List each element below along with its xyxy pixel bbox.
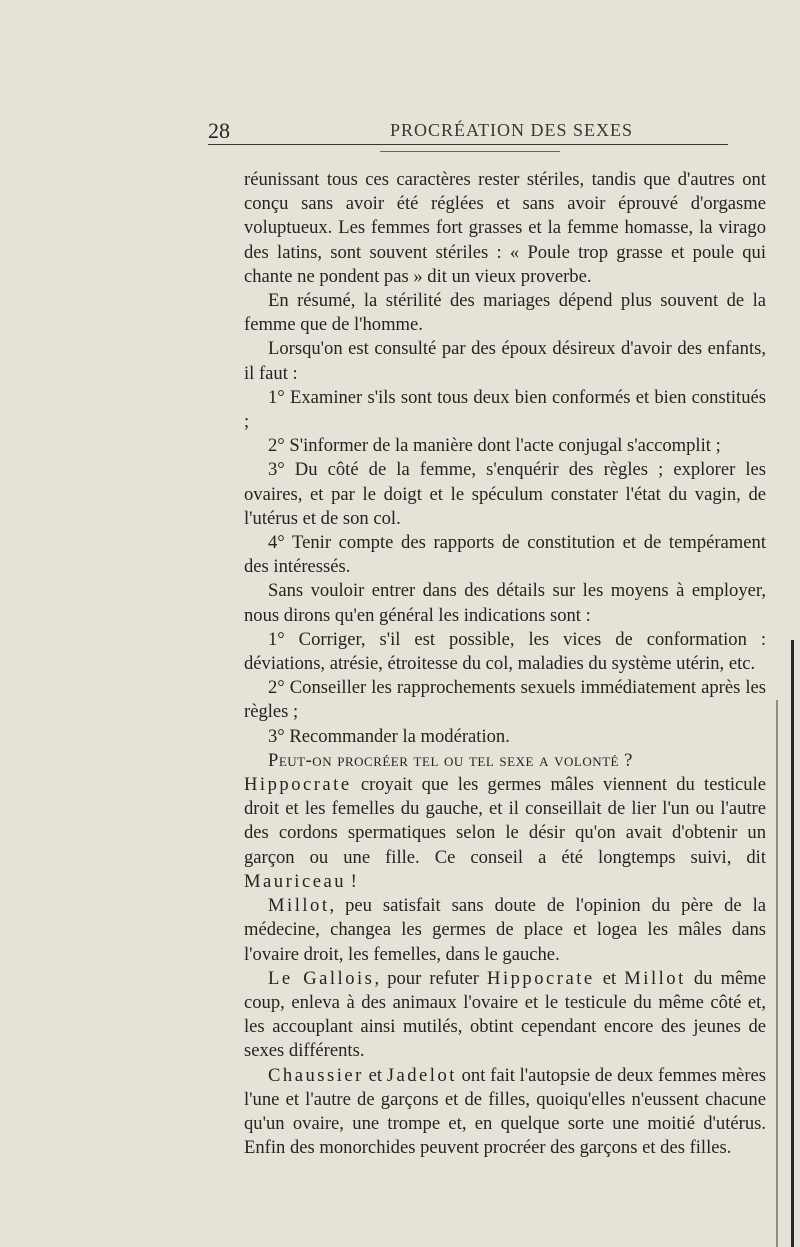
paragraph: Lorsqu'on est consulté par des époux désireux d'avoir des enfants, il faut : xyxy=(244,338,766,384)
page-edge-line xyxy=(776,700,778,1247)
author-name: Chaussier xyxy=(268,1064,364,1086)
author-name: Millot xyxy=(624,967,686,989)
paragraph-text: , pour refuter xyxy=(374,967,488,989)
paragraph-text: ! xyxy=(346,870,357,892)
author-name: Hippocrate xyxy=(487,967,595,989)
list-item: 3° Recommander la modération. xyxy=(268,725,510,747)
paragraph-text: croyait que les germes mâles viennent du testicule droit et les femelles du gauche, et il conseillait de lier l'un ou l'autre des cordons spermatiques selon le désir qu'on avait d'obtenir un garçon ou une fille. Ce conseil a été longtemps suivi, dit xyxy=(244,774,766,868)
paragraph-text: et xyxy=(594,967,625,989)
section-heading-text: Peut-on procréer tel ou tel sexe a volonté ? xyxy=(268,749,633,771)
paragraph xyxy=(244,967,766,1064)
author-name: Millot xyxy=(268,895,330,917)
page-number: 28 xyxy=(208,118,230,143)
paragraph-text: ont fait l'autopsie de deux femmes mères l'une et l'autre de garçons et de filles, quoiqu'elles n'eussent chacune qu'un ovaire, une trompe et, en quelque sorte une moitié d'utérus. Enfin des monorchides peuvent procréer des garçons et des filles. xyxy=(244,1064,766,1159)
running-head: PROCRÉATION DES SEXES xyxy=(390,120,634,140)
header-rule-short xyxy=(380,151,560,152)
body-text xyxy=(244,168,766,1160)
paragraph: réunissant tous ces caractères rester stériles, tandis que d'autres ont conçu sans avoir été réglées et sans avoir éprouvé d'orgasme voluptueux. Les femmes fort grasses et la femme homasse, la virago des latins, sont souvent stériles : « Poule trop grasse et poule qui chante ne pondent pas » dit un vieux proverbe. xyxy=(244,169,766,287)
page-edge-shadow xyxy=(791,640,794,1247)
list-item: 3° Du côté de la femme, s'enquérir des règles ; explorer les ovaires, et par le doigt et le spéculum constater l'état du vagin, de l'utérus et de son col. xyxy=(244,459,766,529)
author-name: Hippocrate xyxy=(244,774,352,796)
paragraph-text: du même coup, enleva à des animaux l'ovaire et le testicule du même côté et, les accouplant ainsi mutilés, obtint cependant encore des jeunes de sexes différents. xyxy=(244,967,766,1062)
paragraph-text: , peu satisfait sans doute de l'opinion du père de la médecine, changea les germes de place et logea les mâles dans l'ovaire droit, les femelles, dans le gauche. xyxy=(244,895,766,965)
list-item: 1° Corriger, s'il est possible, les vices de conformation : déviations, atrésie, étroitesse du col, maladies du système utérin, etc. xyxy=(244,628,766,675)
header-rule xyxy=(208,144,728,145)
paragraph xyxy=(244,1064,766,1161)
section-heading xyxy=(244,749,766,773)
paragraph: Sans vouloir entrer dans des détails sur les moyens à employer, nous dirons qu'en général les indications sont : xyxy=(244,580,766,626)
author-name: Mauriceau xyxy=(244,870,346,892)
list-item: 1° Examiner s'ils sont tous deux bien conformés et bien constitués ; xyxy=(244,386,766,433)
author-name: Jadelot xyxy=(386,1064,457,1086)
list-item: 2° Conseiller les rapprochements sexuels immédiatement après les règles ; xyxy=(244,677,766,723)
paragraph xyxy=(244,773,766,894)
paragraph-text: et xyxy=(363,1064,387,1086)
paragraph xyxy=(244,894,766,967)
page-header xyxy=(208,118,728,142)
list-item: 4° Tenir compte des rapports de constitution et de tempérament des intéressés. xyxy=(244,532,766,578)
paragraph: En résumé, la stérilité des mariages dépend plus souvent de la femme que de l'homme. xyxy=(244,290,766,336)
author-name: Le Gallois xyxy=(268,967,375,989)
list-item: 2° S'informer de la manière dont l'acte conjugal s'accomplit ; xyxy=(268,435,721,457)
